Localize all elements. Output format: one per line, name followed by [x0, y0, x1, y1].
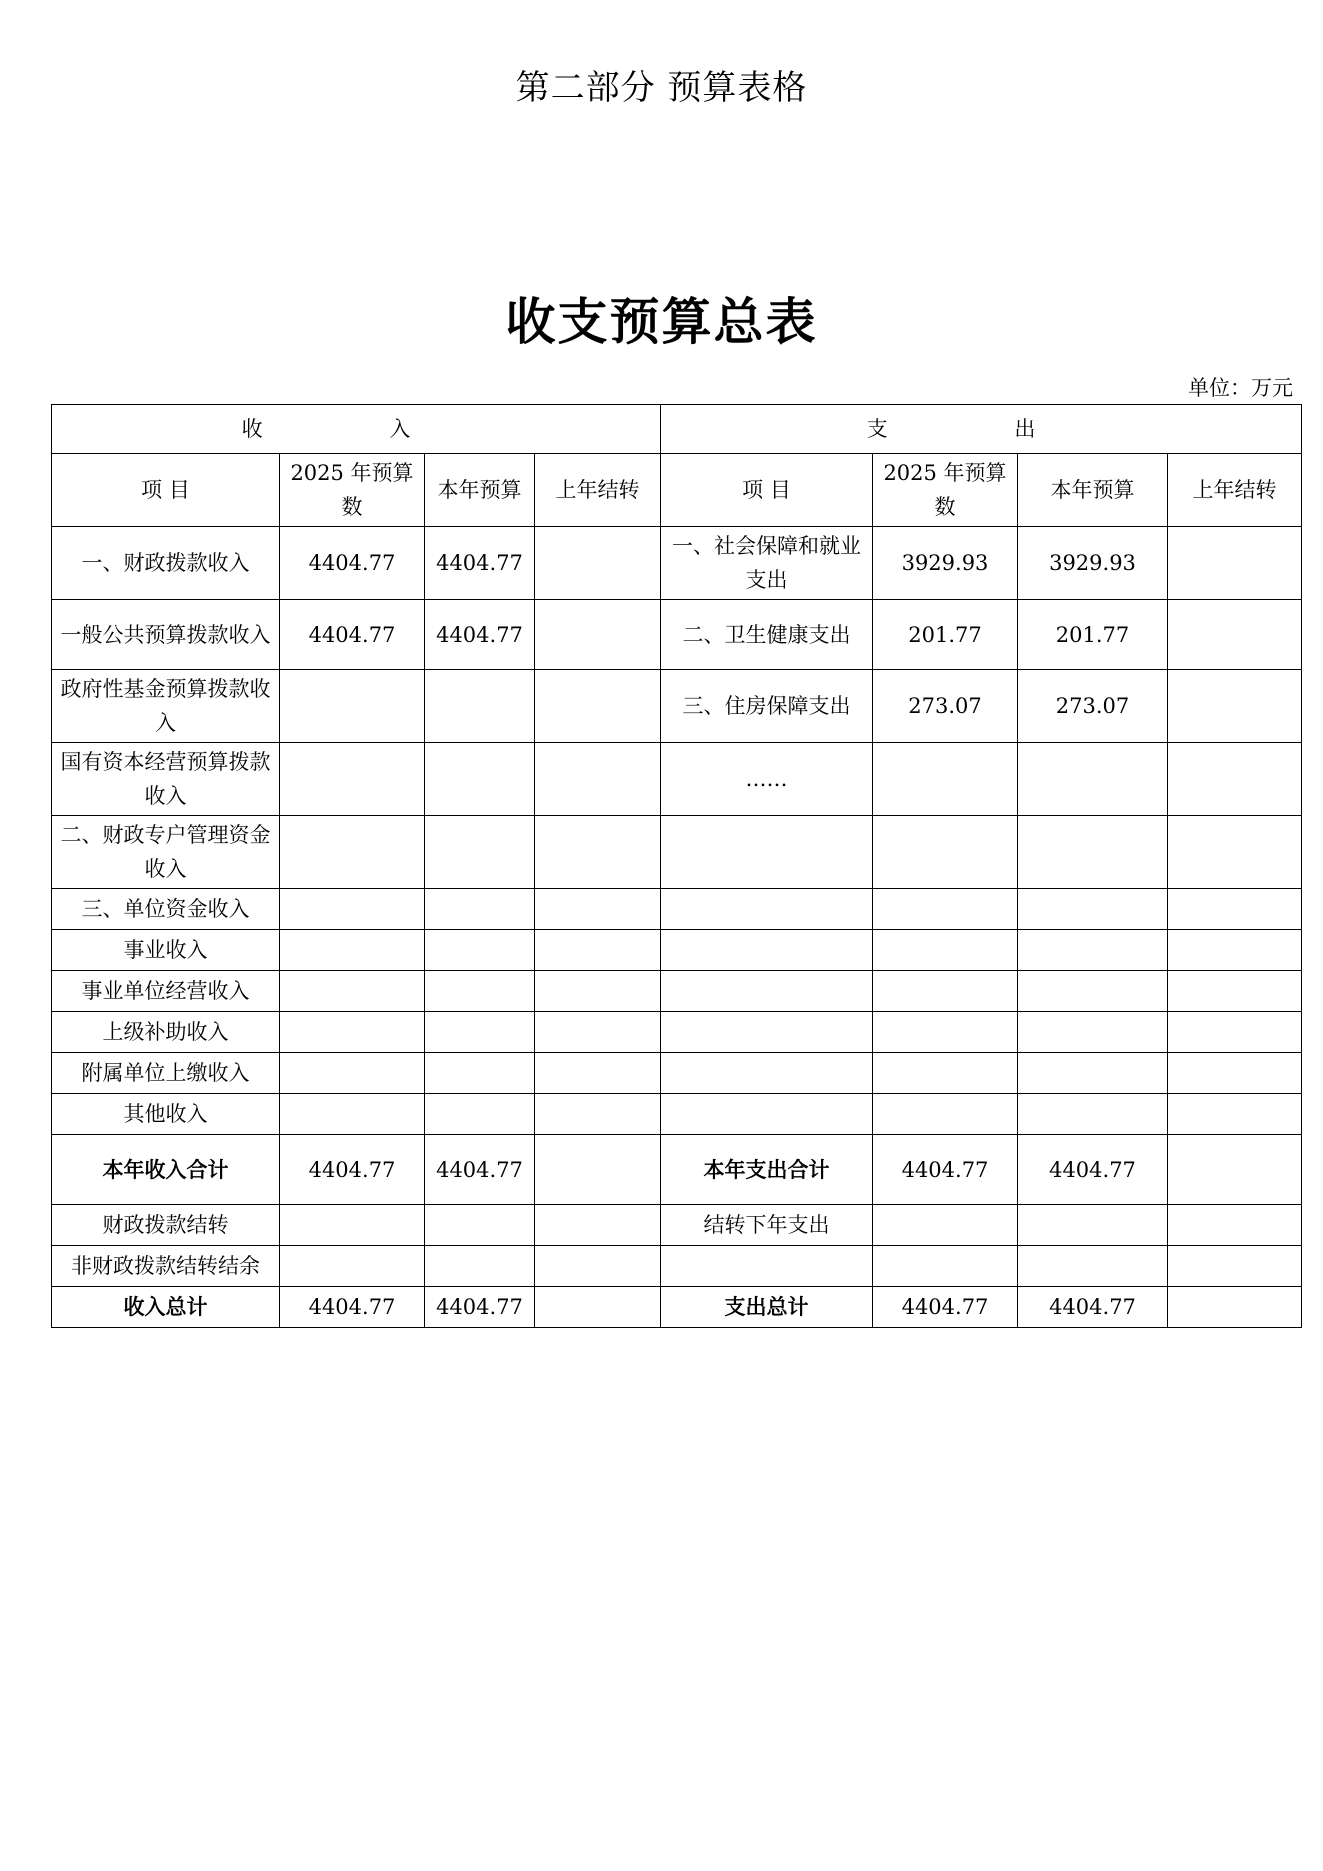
income-budget-2025-cell — [280, 889, 425, 930]
expense-item-cell — [661, 1094, 873, 1135]
expense-this-year-cell: 201.77 — [1018, 600, 1168, 670]
expense-carryover-cell — [1168, 1012, 1302, 1053]
expense-item-cell: 结转下年支出 — [661, 1205, 873, 1246]
expense-budget-2025-cell — [873, 1094, 1018, 1135]
budget-summary-table — [51, 404, 1302, 1328]
table-row — [52, 971, 1302, 1012]
income-budget-2025-cell — [280, 1246, 425, 1287]
income-carryover-cell — [535, 1246, 661, 1287]
income-budget-2025-cell: 4404.77 — [280, 1135, 425, 1205]
income-this-year-cell — [425, 1205, 535, 1246]
expense-budget-2025-cell — [873, 1012, 1018, 1053]
income-budget-2025-cell — [280, 1053, 425, 1094]
income-budget-2025-cell — [280, 743, 425, 816]
table-row — [52, 1094, 1302, 1135]
expense-budget-2025-cell — [873, 743, 1018, 816]
expense-this-year-cell — [1018, 971, 1168, 1012]
income-carryover-cell — [535, 930, 661, 971]
expense-item-cell — [661, 889, 873, 930]
income-carryover-cell — [535, 1053, 661, 1094]
expense-carryover-cell — [1168, 670, 1302, 743]
income-carryover-cell — [535, 743, 661, 816]
expense-budget-2025-cell: 201.77 — [873, 600, 1018, 670]
income-item-cell: 非财政拨款结转结余 — [52, 1246, 280, 1287]
expense-item-header: 项 目 — [661, 454, 873, 527]
expense-carryover-cell — [1168, 527, 1302, 600]
expense-this-year-cell — [1018, 816, 1168, 889]
expense-carryover-cell — [1168, 1053, 1302, 1094]
expense-this-year-cell — [1018, 1094, 1168, 1135]
table-body — [52, 527, 1302, 1328]
income-this-year-cell — [425, 1053, 535, 1094]
income-budget-2025-cell: 4404.77 — [280, 1287, 425, 1328]
income-item-header: 项 目 — [52, 454, 280, 527]
expense-this-year-cell: 273.07 — [1018, 670, 1168, 743]
expense-item-cell: 二、卫生健康支出 — [661, 600, 873, 670]
income-budget-2025-cell — [280, 816, 425, 889]
income-budget-2025-cell — [280, 670, 425, 743]
expense-budget-2025-cell — [873, 971, 1018, 1012]
income-this-year-header: 本年预算 — [425, 454, 535, 527]
income-carryover-cell — [535, 670, 661, 743]
expense-item-cell: 三、住房保障支出 — [661, 670, 873, 743]
expense-carryover-cell — [1168, 1205, 1302, 1246]
income-carryover-cell — [535, 889, 661, 930]
expense-this-year-cell: 4404.77 — [1018, 1135, 1168, 1205]
income-carryover-cell — [535, 600, 661, 670]
expense-this-year-cell — [1018, 1053, 1168, 1094]
income-this-year-cell: 4404.77 — [425, 600, 535, 670]
income-item-cell: 上级补助收入 — [52, 1012, 280, 1053]
income-budget-2025-cell — [280, 971, 425, 1012]
expense-budget-2025-cell — [873, 930, 1018, 971]
expense-item-cell — [661, 930, 873, 971]
income-item-cell: 三、单位资金收入 — [52, 889, 280, 930]
expense-this-year-cell: 4404.77 — [1018, 1287, 1168, 1328]
table-row — [52, 600, 1302, 670]
income-budget-2025-cell — [280, 1012, 425, 1053]
table-row — [52, 1287, 1302, 1328]
expense-carryover-cell — [1168, 1135, 1302, 1205]
table-row — [52, 743, 1302, 816]
table-row — [52, 1012, 1302, 1053]
expense-this-year-cell — [1018, 1246, 1168, 1287]
income-carryover-cell — [535, 527, 661, 600]
income-carryover-cell — [535, 1012, 661, 1053]
table-row — [52, 527, 1302, 600]
expense-item-cell — [661, 971, 873, 1012]
income-budget-2025-cell: 4404.77 — [280, 600, 425, 670]
income-item-cell: 附属单位上缴收入 — [52, 1053, 280, 1094]
table-row — [52, 670, 1302, 743]
income-item-cell: 事业单位经营收入 — [52, 971, 280, 1012]
expense-item-cell — [661, 1246, 873, 1287]
expense-item-cell — [661, 1012, 873, 1053]
income-this-year-cell — [425, 743, 535, 816]
expense-this-year-cell — [1018, 743, 1168, 816]
expense-item-cell: 本年支出合计 — [661, 1135, 873, 1205]
expense-this-year-cell: 3929.93 — [1018, 527, 1168, 600]
expense-budget-2025-cell: 3929.93 — [873, 527, 1018, 600]
part-title: 第二部分 预算表格 — [515, 68, 808, 108]
expense-item-cell: 一、社会保障和就业支出 — [661, 527, 873, 600]
income-carryover-cell — [535, 1094, 661, 1135]
income-item-cell: 其他收入 — [52, 1094, 280, 1135]
income-carryover-cell — [535, 816, 661, 889]
income-this-year-cell — [425, 670, 535, 743]
table-row — [52, 930, 1302, 971]
income-budget-2025-cell — [280, 1094, 425, 1135]
expense-this-year-cell — [1018, 889, 1168, 930]
expense-budget-2025-cell: 4404.77 — [873, 1135, 1018, 1205]
expense-carryover-cell — [1168, 971, 1302, 1012]
expense-carryover-cell — [1168, 889, 1302, 930]
income-item-cell: 国有资本经营预算拨款收入 — [52, 743, 280, 816]
expense-carryover-cell — [1168, 816, 1302, 889]
income-item-cell: 二、财政专户管理资金收入 — [52, 816, 280, 889]
expense-this-year-cell — [1018, 1205, 1168, 1246]
expense-carryover-cell — [1168, 930, 1302, 971]
expense-carryover-cell — [1168, 600, 1302, 670]
expense-carryover-header: 上年结转 — [1168, 454, 1302, 527]
expense-budget-2025-cell — [873, 816, 1018, 889]
table-row — [52, 1205, 1302, 1246]
expense-section-header: 支 出 — [661, 405, 1302, 454]
expense-item-cell — [661, 1053, 873, 1094]
income-budget-2025-cell — [280, 1205, 425, 1246]
income-item-cell: 政府性基金预算拨款收入 — [52, 670, 280, 743]
table-row — [52, 1246, 1302, 1287]
income-carryover-cell — [535, 1135, 661, 1205]
income-this-year-cell — [425, 1246, 535, 1287]
expense-carryover-cell — [1168, 1094, 1302, 1135]
expense-carryover-cell — [1168, 743, 1302, 816]
unit-label: 单位：万元 — [1188, 376, 1293, 400]
income-carryover-cell — [535, 971, 661, 1012]
income-this-year-cell: 4404.77 — [425, 1287, 535, 1328]
expense-budget-2025-cell — [873, 889, 1018, 930]
income-item-cell: 财政拨款结转 — [52, 1205, 280, 1246]
expense-budget-2025-cell — [873, 1246, 1018, 1287]
income-this-year-cell — [425, 1094, 535, 1135]
expense-item-cell: …… — [661, 743, 873, 816]
expense-budget-2025-cell: 4404.77 — [873, 1287, 1018, 1328]
income-budget-2025-cell — [280, 930, 425, 971]
income-item-cell: 事业收入 — [52, 930, 280, 971]
income-budget-2025-cell: 4404.77 — [280, 527, 425, 600]
table-row — [52, 1135, 1302, 1205]
table-row — [52, 1053, 1302, 1094]
income-carryover-cell — [535, 1205, 661, 1246]
expense-this-year-header: 本年预算 — [1018, 454, 1168, 527]
expense-this-year-cell — [1018, 930, 1168, 971]
expense-budget-2025-cell — [873, 1205, 1018, 1246]
expense-carryover-cell — [1168, 1246, 1302, 1287]
expense-item-cell: 支出总计 — [661, 1287, 873, 1328]
page-title: 收支预算总表 — [505, 292, 818, 351]
expense-budget-2025-cell — [873, 1053, 1018, 1094]
expense-this-year-cell — [1018, 1012, 1168, 1053]
income-this-year-cell — [425, 930, 535, 971]
table-row — [52, 889, 1302, 930]
income-budget-2025-header: 2025 年预算数 — [280, 454, 425, 527]
income-item-cell: 本年收入合计 — [52, 1135, 280, 1205]
income-item-cell: 一、财政拨款收入 — [52, 527, 280, 600]
income-this-year-cell — [425, 889, 535, 930]
expense-budget-2025-header: 2025 年预算数 — [873, 454, 1018, 527]
expense-budget-2025-cell: 273.07 — [873, 670, 1018, 743]
expense-item-cell — [661, 816, 873, 889]
income-item-cell: 收入总计 — [52, 1287, 280, 1328]
income-carryover-cell — [535, 1287, 661, 1328]
expense-carryover-cell — [1168, 1287, 1302, 1328]
income-this-year-cell — [425, 816, 535, 889]
table-row — [52, 816, 1302, 889]
income-this-year-cell: 4404.77 — [425, 527, 535, 600]
income-item-cell: 一般公共预算拨款收入 — [52, 600, 280, 670]
income-this-year-cell: 4404.77 — [425, 1135, 535, 1205]
income-this-year-cell — [425, 971, 535, 1012]
income-this-year-cell — [425, 1012, 535, 1053]
income-section-header: 收 入 — [52, 405, 661, 454]
income-carryover-header: 上年结转 — [535, 454, 661, 527]
